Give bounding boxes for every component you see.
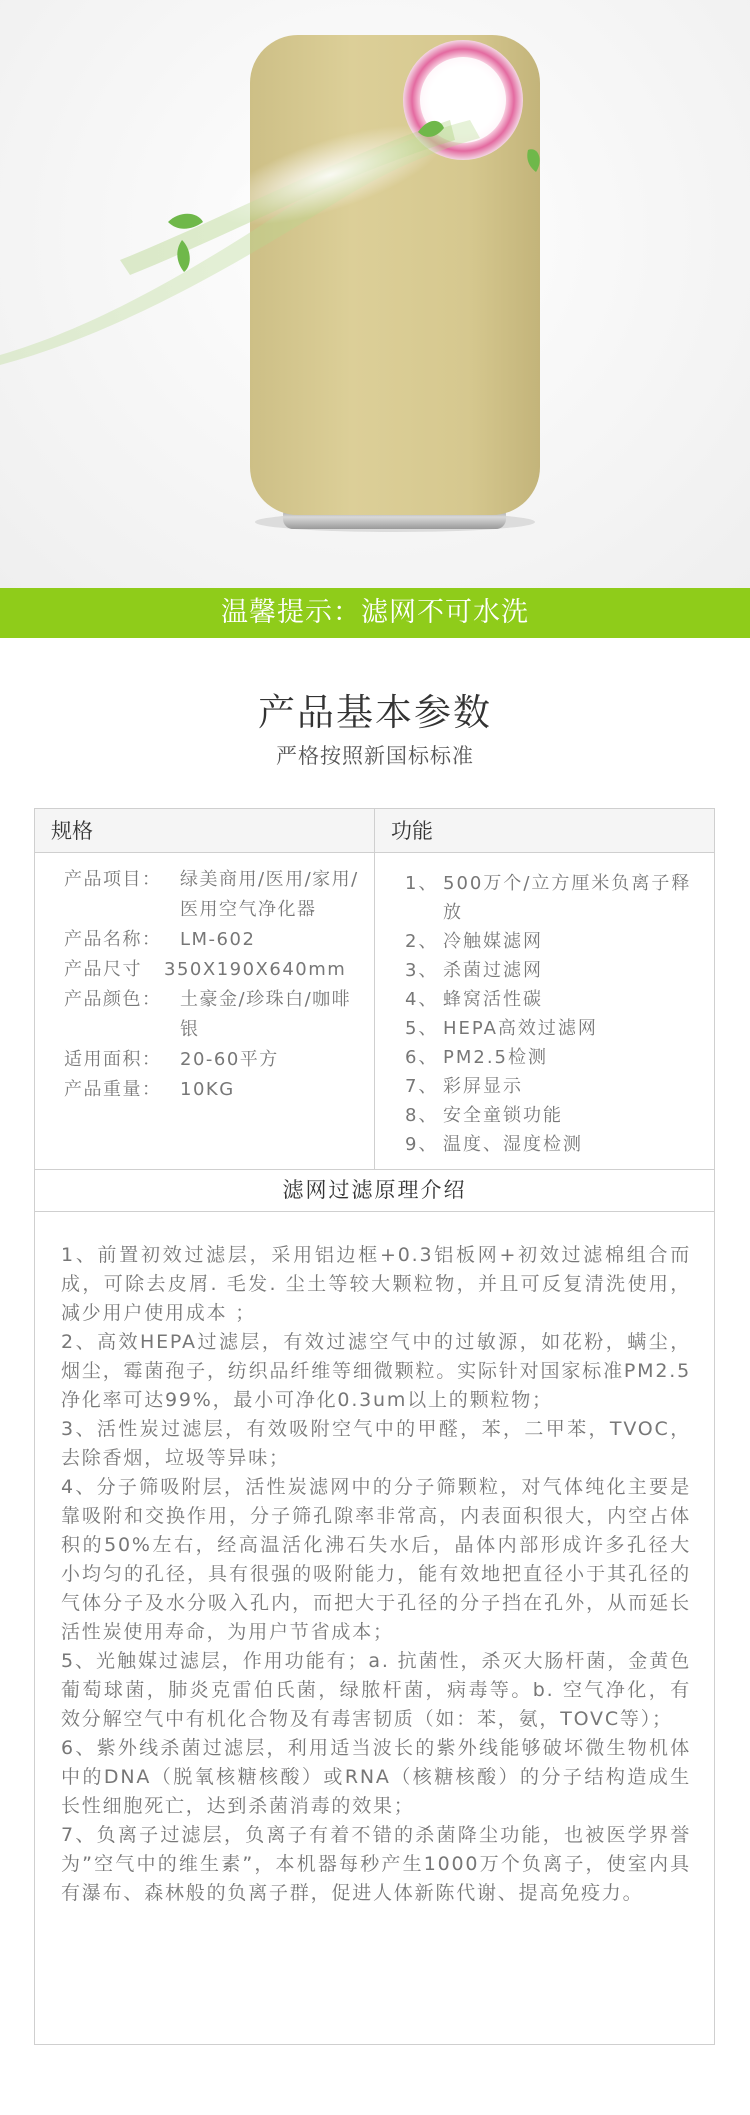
function-number: 4、	[405, 989, 439, 1010]
row-divider	[35, 1211, 714, 1212]
spec-label: 适用面积：	[64, 1049, 162, 1070]
function-item	[405, 1101, 695, 1130]
principle-paragraph: 6、紫外线杀菌过滤层，利用适当波长的紫外线能够破坏微生物机体中的DNA（脱氧核糖核酸）或RNA（核糖核酸）的分子结构造成生长性细胞死亡，达到杀菌消毒的效果；	[61, 1737, 691, 1817]
column-header-spec: 规格	[51, 819, 93, 843]
function-item	[405, 1072, 695, 1101]
page-title: 产品基本参数	[258, 691, 492, 734]
product-hero-image	[0, 0, 750, 588]
function-number: 5、	[405, 1018, 439, 1039]
notice-banner: 温馨提示：滤网不可水洗	[0, 588, 750, 638]
function-item	[405, 985, 695, 1014]
spec-value: 10KG	[180, 1079, 235, 1100]
section-title-filter-principle: 滤网过滤原理介绍	[282, 1178, 467, 1202]
principle-paragraph: 7、负离子过滤层，负离子有着不错的杀菌降尘功能，也被医学界誉为”空气中的维生素”，本机器每秒产生1000万个负离子，使室内具有瀑布、森林般的负离子群，促进人体新陈代谢、提高免疫力。	[61, 1824, 691, 1904]
spec-list	[64, 865, 364, 1105]
spec-row	[64, 865, 364, 925]
function-text: 杀菌过滤网	[443, 960, 543, 981]
spec-label: 产品尺寸	[64, 959, 142, 980]
function-text: 温度、湿度检测	[443, 1134, 583, 1155]
spec-value: 绿美商用/医用/家用/医用空气净化器	[180, 869, 359, 920]
spec-label: 产品颜色：	[64, 989, 162, 1010]
spec-row	[64, 985, 364, 1045]
function-number: 9、	[405, 1134, 439, 1155]
function-text: 蜂窝活性碳	[443, 989, 543, 1010]
spec-label: 产品项目：	[64, 869, 162, 890]
function-number: 3、	[405, 960, 439, 981]
column-divider	[374, 809, 375, 1169]
spec-row	[64, 1075, 364, 1105]
function-number: 6、	[405, 1047, 439, 1068]
spec-value: LM-602	[180, 929, 256, 950]
principle-paragraph: 5、光触媒过滤层，作用功能有；a. 抗菌性，杀灭大肠杆菌，金黄色葡萄球菌，肺炎克雷伯氏菌，绿脓杆菌，病毒等。b. 空气净化，有效分解空气中有机化合物及有毒害韧质（如：苯，氨，TOVC等）；	[61, 1650, 691, 1730]
function-item	[405, 927, 695, 956]
function-item	[405, 956, 695, 985]
column-header-function: 功能	[391, 819, 433, 843]
principle-paragraph: 1、前置初效过滤层，采用铝边框+0.3铝板网+初效过滤棉组合而成，可除去皮屑. 毛发. 尘土等较大颗粒物，并且可反复清洗使用，减少用户使用成本 ；	[61, 1244, 691, 1324]
function-text: 彩屏显示	[443, 1076, 523, 1097]
spec-row	[64, 925, 364, 955]
function-text: PM2.5检测	[443, 1047, 549, 1068]
function-item	[405, 1043, 695, 1072]
function-number: 8、	[405, 1105, 439, 1126]
function-item	[405, 1014, 695, 1043]
function-item	[405, 869, 695, 927]
spec-row	[64, 1045, 364, 1075]
spec-value: 350X190X640mm	[164, 959, 347, 980]
spec-value: 20-60平方	[180, 1049, 279, 1070]
function-text: HEPA高效过滤网	[443, 1018, 598, 1039]
page-subtitle: 严格按照新国标标准	[276, 744, 474, 768]
function-text: 500万个/立方厘米负离子释放	[443, 873, 692, 923]
principle-paragraph: 3、活性炭过滤层，有效吸附空气中的甲醛，苯，二甲苯，TVOC，去除香烟，垃圾等异味；	[61, 1418, 691, 1469]
function-number: 2、	[405, 931, 439, 952]
air-purifier-illustration	[0, 0, 750, 588]
spec-table	[34, 808, 715, 2045]
function-text: 冷触媒滤网	[443, 931, 543, 952]
function-number: 1、	[405, 873, 439, 894]
spec-value: 土豪金/珍珠白/咖啡银	[180, 989, 352, 1040]
spec-row	[64, 955, 364, 985]
spec-label: 产品名称：	[64, 929, 162, 950]
function-item	[405, 1130, 695, 1159]
function-text: 安全童锁功能	[443, 1105, 563, 1126]
function-number: 7、	[405, 1076, 439, 1097]
filter-principles	[61, 1241, 691, 1908]
principle-paragraph: 2、高效HEPA过滤层，有效过滤空气中的过敏源，如花粉，螨尘，烟尘，霉菌孢子，纺织品纤维等细微颗粒。实际针对国家标准PM2.5净化率可达99%，最小可净化0.3um以上的颗粒物；	[61, 1331, 691, 1411]
principle-paragraph: 4、分子筛吸附层，活性炭滤网中的分子筛颗粒，对气体纯化主要是靠吸附和交换作用，分子筛孔隙率非常高，内表面积很大，内空占体积的50%左右，经高温活化沸石失水后，晶体内部形成许多孔径大小均匀的孔径，具有很强的吸附能力，能有效地把直径小于其孔径的气体分子及水分吸入孔内，而把大于孔径的分子挡在孔外，从而延长活性炭使用寿命，为用户节省成本；	[61, 1476, 691, 1643]
function-list	[405, 869, 695, 1159]
spec-label: 产品重量：	[64, 1079, 162, 1100]
